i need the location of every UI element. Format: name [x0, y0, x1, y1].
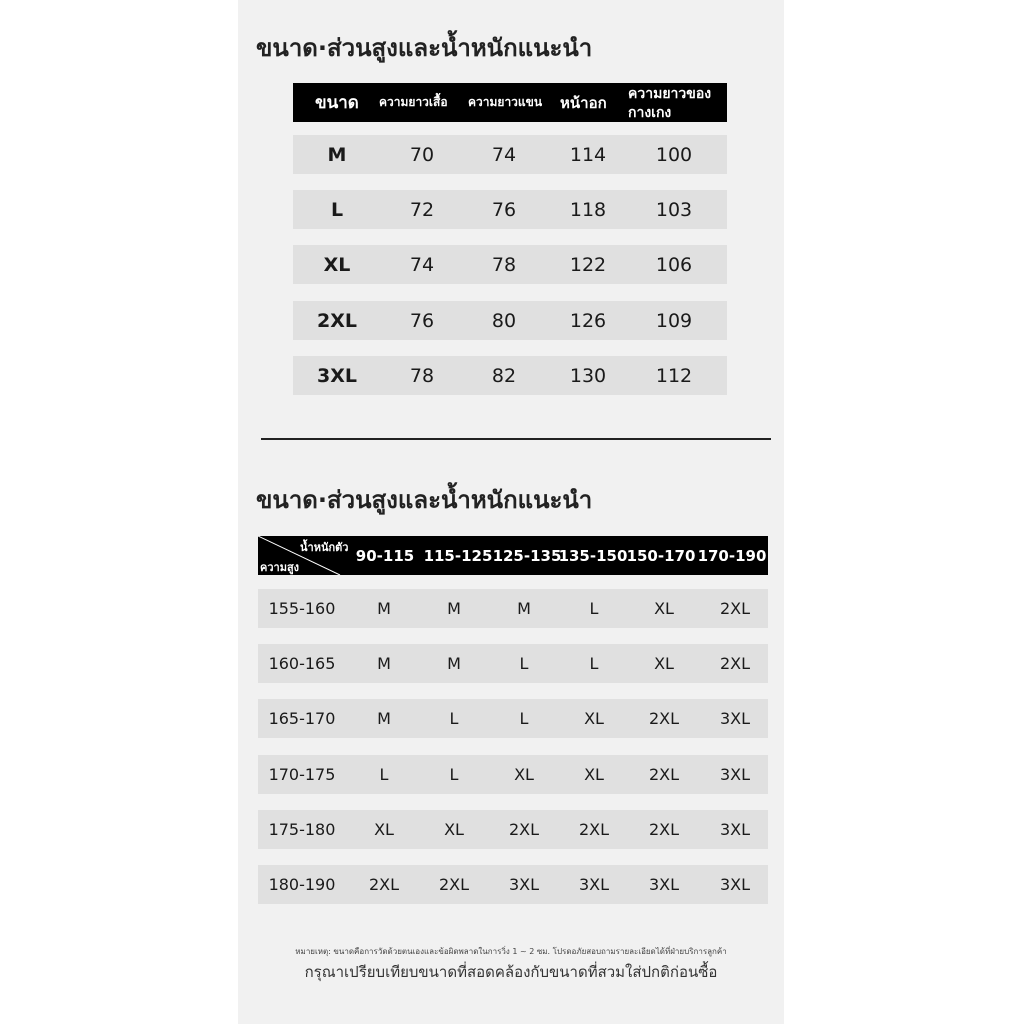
recommended-size-cell: 2XL: [719, 654, 751, 673]
size-table-row: [293, 356, 727, 395]
recommended-size-cell: M: [517, 599, 531, 618]
recommend-table-row: [258, 699, 768, 738]
header-chest: หน้าอก: [560, 93, 607, 112]
recommend-table-header: [258, 536, 768, 575]
recommend-table-row: [258, 755, 768, 794]
recommended-size-cell: M: [447, 654, 461, 673]
recommended-size-cell: 3XL: [719, 820, 751, 839]
recommended-size-cell: XL: [444, 820, 464, 839]
weight-range-header: 90-115: [355, 546, 415, 565]
note-compare-size: กรุณาเปรียบเทียบขนาดที่สอดคล้องกับขนาดที่สวมใส่ปกติก่อนซื้อ: [304, 963, 718, 981]
recommended-size-cell: L: [379, 765, 389, 784]
recommended-size-cell: XL: [654, 599, 674, 618]
measurement-cell: 76: [409, 309, 435, 332]
measurement-cell: 80: [491, 309, 517, 332]
size-table-row: [293, 190, 727, 229]
header-weight-label: น้ำหนักตัว: [300, 541, 349, 554]
measurement-cell: 100: [655, 143, 693, 166]
weight-range-header: 150-170: [626, 546, 696, 565]
recommended-size-cell: L: [589, 654, 599, 673]
size-table-header: [293, 83, 727, 122]
recommended-size-cell: 2XL: [508, 820, 540, 839]
recommended-size-cell: M: [447, 599, 461, 618]
recommend-table-row: [258, 644, 768, 683]
recommended-size-cell: 3XL: [508, 875, 540, 894]
measurement-cell: 74: [491, 143, 517, 166]
recommended-size-cell: M: [377, 599, 391, 618]
measurement-cell: 103: [655, 198, 693, 221]
recommended-size-cell: 3XL: [719, 709, 751, 728]
measurement-cell: 72: [409, 198, 435, 221]
height-range-cell: 160-165: [268, 654, 336, 673]
recommended-size-cell: 2XL: [648, 765, 680, 784]
recommended-size-cell: 2XL: [368, 875, 400, 894]
recommended-size-cell: 2XL: [648, 709, 680, 728]
recommended-size-cell: 2XL: [438, 875, 470, 894]
header-shirt-length: ความยาวเสื้อ: [379, 95, 448, 109]
recommended-size-cell: M: [377, 654, 391, 673]
measurement-cell: 82: [491, 364, 517, 387]
measurement-cell: 76: [491, 198, 517, 221]
recommend-table-row: [258, 810, 768, 849]
recommended-size-cell: 2XL: [578, 820, 610, 839]
height-range-cell: 170-175: [268, 765, 336, 784]
measurement-cell: 122: [569, 253, 607, 276]
size-table-row: [293, 135, 727, 174]
recommend-table-row: [258, 865, 768, 904]
header-height-label: ความสูง: [260, 561, 300, 574]
recommended-size-cell: 2XL: [648, 820, 680, 839]
measurement-cell: 118: [569, 198, 607, 221]
recommended-size-cell: L: [519, 709, 529, 728]
height-range-cell: 165-170: [268, 709, 336, 728]
section1-title: ขนาด·ส่วนสูงและน้ำหนักแนะนำ: [256, 34, 593, 62]
weight-range-header: 115-125: [423, 546, 493, 565]
recommended-size-cell: XL: [584, 765, 604, 784]
measurement-cell: 109: [655, 309, 693, 332]
measurement-cell: 114: [569, 143, 607, 166]
measurement-cell: 70: [409, 143, 435, 166]
measurement-cell: 130: [569, 364, 607, 387]
section2-title: ขนาด·ส่วนสูงและน้ำหนักแนะนำ: [256, 486, 593, 514]
weight-range-header: 125-135: [492, 546, 562, 565]
measurement-cell: 126: [569, 309, 607, 332]
size-table-row: [293, 245, 727, 284]
recommended-size-cell: 3XL: [648, 875, 680, 894]
size-cell: 2XL: [317, 309, 357, 332]
header-size: ขนาด: [315, 93, 359, 113]
recommended-size-cell: 3XL: [719, 765, 751, 784]
size-cell: L: [330, 198, 344, 221]
recommended-size-cell: 3XL: [578, 875, 610, 894]
recommended-size-cell: XL: [514, 765, 534, 784]
section-divider: [261, 438, 771, 440]
height-range-cell: 180-190: [268, 875, 336, 894]
height-range-cell: 175-180: [268, 820, 336, 839]
size-cell: 3XL: [317, 364, 357, 387]
recommended-size-cell: L: [589, 599, 599, 618]
recommended-size-cell: XL: [584, 709, 604, 728]
recommended-size-cell: 3XL: [719, 875, 751, 894]
recommended-size-cell: L: [449, 765, 459, 784]
header-sleeve-length: ความยาวแขน: [468, 95, 543, 109]
header-pants-length-line1: ความยาวของ: [628, 86, 712, 102]
recommend-table-row: [258, 589, 768, 628]
measurement-cell: 78: [491, 253, 517, 276]
recommended-size-cell: L: [449, 709, 459, 728]
measurement-cell: 74: [409, 253, 435, 276]
recommended-size-cell: 2XL: [719, 599, 751, 618]
header-pants-length-line2: กางเกง: [628, 105, 672, 121]
recommended-size-cell: L: [519, 654, 529, 673]
measurement-cell: 106: [655, 253, 693, 276]
recommended-size-cell: XL: [654, 654, 674, 673]
size-table-row: [293, 301, 727, 340]
note-disclaimer: หมายเหตุ: ขนาดคือการวัดด้วยตนเองและข้อผิดพลาดในการวิ่ง 1 ~ 2 ซม. โปรดอภัยสอบถามรายละเอียดได้ที่ฝ่ายบริการลูกค้า: [295, 947, 727, 956]
recommended-size-cell: M: [377, 709, 391, 728]
height-range-cell: 155-160: [268, 599, 336, 618]
measurement-cell: 112: [655, 364, 693, 387]
size-cell: M: [327, 143, 347, 166]
recommended-size-cell: XL: [374, 820, 394, 839]
measurement-cell: 78: [409, 364, 435, 387]
size-cell: XL: [323, 253, 351, 276]
weight-range-header: 170-190: [697, 546, 767, 565]
weight-range-header: 135-150: [558, 546, 628, 565]
